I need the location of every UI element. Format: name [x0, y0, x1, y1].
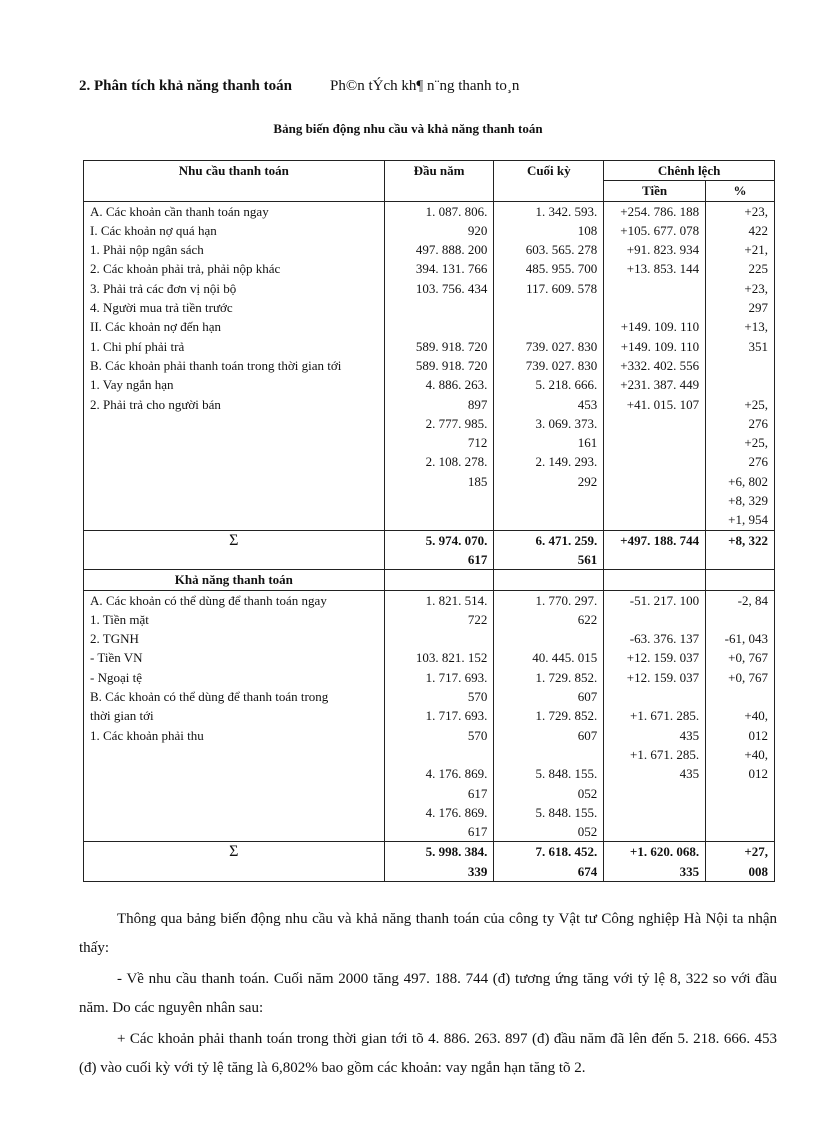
section-heading [79, 78, 519, 95]
cell-line: 570 [467, 689, 488, 705]
cell-line: 920 [467, 222, 488, 238]
cell-line: 103. 756. 434 [415, 280, 488, 296]
cell-line: 5. 998. 384. [425, 844, 488, 860]
cell-line: 225 [748, 261, 768, 277]
cell-line: 1. 729. 852. [535, 708, 598, 724]
cell-line: -51. 217. 100 [629, 592, 700, 608]
section-heading-duplicate: Ph©n tÝch kh¶ n¨ng thanh to¸n [330, 78, 520, 94]
capacity-labels-cell [84, 590, 385, 842]
paragraph-detail: + Các khoản phải thanh toán trong thời gian tới tõ 4. 886. 263. 897 (đ) đầu năm đã lên đến 5. 218. 666. 453 (đ) vào cuối kỳ với tỷ lệ tăng là 6,802% bao gồm các khoản: vay ngắn hạn tăng tõ 2. [79, 1031, 777, 1076]
cell-line: 435 [679, 766, 700, 782]
cell-line: 40. 445. 015 [532, 650, 598, 666]
cell-line: 351 [748, 338, 768, 354]
header-start-year: Đầu năm [384, 161, 494, 202]
demand-total-amount: +497. 188. 744 [604, 530, 706, 570]
cell-line: 2. 777. 985. [425, 415, 488, 431]
cell-line: +254. 786. 188 [620, 203, 700, 219]
cell-line: thời gian tới [90, 708, 154, 724]
demand-end-cell [494, 201, 604, 530]
cell-line [712, 375, 768, 394]
cell-line: I. Các khoản nợ quá hạn [90, 222, 217, 238]
cell-line: +13. 853. 144 [626, 261, 700, 277]
empty-cell [706, 570, 775, 590]
cell-line: 276 [748, 454, 768, 470]
cell-line: 6. 471. 259. [535, 532, 598, 548]
cell-line: 1. 729. 852. [535, 669, 598, 685]
cell-line: +231. 387. 449 [620, 377, 700, 393]
cell-line: 1. Chi phí phải trả [90, 338, 185, 354]
capacity-total-end [494, 842, 604, 882]
cell-line: 589. 918. 720 [415, 338, 488, 354]
cell-line: 335 [679, 863, 700, 879]
cell-line: 5. 848. 155. [535, 804, 598, 820]
cell-line: 012 [748, 727, 768, 743]
cell-line: +27, [744, 844, 768, 860]
header-end-period: Cuối kỳ [494, 161, 604, 202]
cell-line: B. Các khoản phải thanh toán trong thời gian tới [90, 357, 342, 373]
cell-line: +23, [744, 280, 768, 296]
cell-line: 4. 886. 263. [425, 377, 488, 393]
cell-line: 897 [467, 396, 488, 412]
cell-line: 103. 821. 152 [415, 650, 488, 666]
cell-line: 722 [467, 611, 488, 627]
cell-line: +91. 823. 934 [626, 242, 700, 258]
cell-line: +12. 159. 037 [626, 669, 700, 685]
capacity-total-start [384, 842, 494, 882]
demand-total-symbol: Σ [84, 530, 385, 570]
capacity-start-cell [384, 590, 494, 842]
cell-line: 485. 955. 700 [525, 261, 598, 277]
cell-line: +1. 620. 068. [629, 844, 700, 860]
cell-line: 607 [577, 727, 598, 743]
paragraph-demand: - Về nhu cầu thanh toán. Cuối năm 2000 tăng 497. 188. 744 (đ) tương ứng tăng với tỷ lệ 8, 322 so với đầu năm. Do các nguyên nhân sau: [79, 971, 777, 1016]
cell-line: 7. 618. 452. [535, 844, 598, 860]
capacity-title-row [84, 570, 775, 590]
cell-line: -63. 376. 137 [629, 631, 700, 647]
capacity-end-cell [494, 590, 604, 842]
capacity-percent-cell [706, 590, 775, 842]
cell-line: 161 [577, 435, 598, 451]
cell-line [712, 356, 768, 375]
cell-line: 1. 717. 693. [425, 669, 488, 685]
cell-line [500, 317, 597, 336]
capacity-total-row [84, 842, 775, 882]
cell-line: +21, [744, 242, 768, 258]
cell-line [391, 317, 488, 336]
cell-line: 297 [748, 300, 768, 316]
cell-line [610, 687, 699, 706]
cell-line: 589. 918. 720 [415, 357, 488, 373]
cell-line: -2, 84 [737, 592, 768, 608]
cell-line: +41. 015. 107 [626, 396, 700, 412]
cell-line: +149. 109. 110 [620, 338, 700, 354]
cell-line: 1. Phải nộp ngân sách [90, 242, 204, 258]
capacity-total-amount [604, 842, 706, 882]
cell-line: 607 [577, 689, 598, 705]
capacity-total-percent [706, 842, 775, 882]
cell-line [610, 279, 699, 298]
cell-line: +6, 802 [728, 473, 768, 489]
cell-line: 435 [679, 727, 700, 743]
cell-line: 1. 770. 297. [535, 592, 598, 608]
demand-total-row [84, 530, 775, 570]
cell-line: 617 [467, 824, 488, 840]
cell-line: 453 [577, 396, 598, 412]
cell-line: B. Các khoản có thể dùng để thanh toán trong [90, 689, 329, 705]
cell-line: 276 [748, 415, 768, 431]
cell-line: +1. 671. 285. [630, 708, 700, 724]
cell-line: +1. 671. 285. [630, 746, 700, 762]
cell-line: 1. 717. 693. [425, 708, 488, 724]
cell-line: 1. Các khoản phải thu [90, 727, 204, 743]
cell-line: 739. 027. 830 [525, 357, 598, 373]
cell-line: 712 [467, 435, 488, 451]
cell-line: A. Các khoản có thể dùng để thanh toán ngay [90, 592, 327, 608]
cell-line [500, 298, 597, 317]
cell-line: -61, 043 [724, 631, 768, 647]
cell-line: 5. 218. 666. [535, 377, 598, 393]
cell-line [500, 745, 597, 764]
cell-line [391, 298, 488, 317]
capacity-total-symbol: Σ [84, 842, 385, 882]
cell-line: 2. TGNH [90, 631, 139, 647]
cell-line: 108 [577, 222, 598, 238]
cell-line: 339 [467, 863, 488, 879]
cell-line: 4. 176. 869. [425, 804, 488, 820]
cell-line: 5. 974. 070. [425, 532, 488, 548]
empty-cell [604, 570, 706, 590]
cell-line: 3. Phải trả các đơn vị nội bộ [90, 280, 237, 296]
cell-line: 1. 342. 593. [535, 203, 598, 219]
cell-line: +40, [744, 708, 768, 724]
cell-line: 2. 108. 278. [425, 454, 488, 470]
capacity-amount-cell [604, 590, 706, 842]
cell-line: 4. 176. 869. [425, 766, 488, 782]
cell-line: +332. 402. 556 [620, 357, 700, 373]
demand-total-end [494, 530, 604, 570]
capacity-section-title: Khả năng thanh toán [84, 570, 385, 590]
cell-line: 052 [577, 824, 598, 840]
cell-line: 008 [748, 863, 768, 879]
cell-line: 012 [748, 766, 768, 782]
cell-line: +25, [744, 396, 768, 412]
demand-start-cell [384, 201, 494, 530]
cell-line [712, 610, 768, 629]
cell-line: 2. Phải trả cho người bán [90, 396, 221, 412]
cell-line: +8, 329 [728, 493, 768, 509]
cell-line: 570 [467, 727, 488, 743]
cell-line [712, 687, 768, 706]
cell-line: A. Các khoản cần thanh toán ngay [90, 203, 269, 219]
cell-line: 1. 821. 514. [425, 592, 488, 608]
cell-line: 5. 848. 155. [535, 766, 598, 782]
demand-total-start [384, 530, 494, 570]
cell-line: 422 [748, 222, 768, 238]
payment-table [83, 160, 775, 882]
cell-line: 497. 888. 200 [415, 242, 488, 258]
cell-line [610, 298, 699, 317]
demand-labels-cell [84, 201, 385, 530]
cell-line: 052 [577, 785, 598, 801]
cell-line: - Ngoại tệ [90, 669, 142, 685]
empty-cell [384, 570, 494, 590]
cell-line [391, 745, 488, 764]
cell-line: 622 [577, 611, 598, 627]
cell-line: +0, 767 [728, 650, 768, 666]
cell-line: 3. 069. 373. [535, 415, 598, 431]
cell-line: 1. Tiền mặt [90, 611, 149, 627]
cell-line: 292 [577, 473, 598, 489]
cell-line: +23, [744, 203, 768, 219]
header-difference: Chênh lệch [604, 161, 775, 181]
demand-block-row [84, 201, 775, 530]
cell-line: 4. Người mua trả tiền trước [90, 300, 233, 316]
cell-line [610, 610, 699, 629]
demand-total-percent: +8, 322 [706, 530, 775, 570]
cell-line: 185 [467, 473, 488, 489]
demand-amount-cell [604, 201, 706, 530]
paragraph-intro: Thông qua bảng biến động nhu cầu và khả năng thanh toán của công ty Vật tư Công nghiệp Hà Nội ta nhận thấy: [79, 911, 777, 956]
cell-line [500, 629, 597, 648]
cell-line: +25, [744, 435, 768, 451]
empty-cell [494, 570, 604, 590]
cell-line: II. Các khoản nợ đến hạn [90, 319, 222, 335]
cell-line: 561 [577, 551, 598, 567]
table-header-row [84, 161, 775, 181]
cell-line: 2. Các khoản phải trả, phải nộp khác [90, 261, 281, 277]
demand-percent-cell [706, 201, 775, 530]
cell-line: +40, [744, 746, 768, 762]
cell-line: 394. 131. 766 [415, 261, 488, 277]
cell-line: 617 [467, 785, 488, 801]
cell-line: - Tiền VN [90, 650, 143, 666]
header-demand: Nhu cầu thanh toán [84, 161, 385, 202]
cell-line: 1. Vay ngắn hạn [90, 377, 174, 393]
cell-line: 2. 149. 293. [535, 454, 598, 470]
cell-line: +0, 767 [728, 669, 768, 685]
cell-line: +105. 677. 078 [620, 222, 700, 238]
cell-line: +13, [744, 319, 768, 335]
header-percent: % [706, 181, 775, 201]
cell-line: 603. 565. 278 [525, 242, 598, 258]
section-heading-text: 2. Phân tích khả năng thanh toán [79, 78, 292, 94]
cell-line: 117. 609. 578 [526, 280, 598, 296]
cell-line: 674 [577, 863, 598, 879]
cell-line [391, 629, 488, 648]
cell-line: 617 [467, 551, 488, 567]
cell-line: 739. 027. 830 [525, 338, 598, 354]
cell-line: +149. 109. 110 [620, 319, 700, 335]
cell-line: +12. 159. 037 [626, 650, 700, 666]
cell-line: +1, 954 [728, 512, 768, 528]
cell-line: 1. 087. 806. [425, 203, 488, 219]
header-amount: Tiền [604, 181, 706, 201]
capacity-block-row [84, 590, 775, 842]
table-caption: Bảng biến động nhu cầu và khả năng thanh toán [273, 121, 543, 136]
